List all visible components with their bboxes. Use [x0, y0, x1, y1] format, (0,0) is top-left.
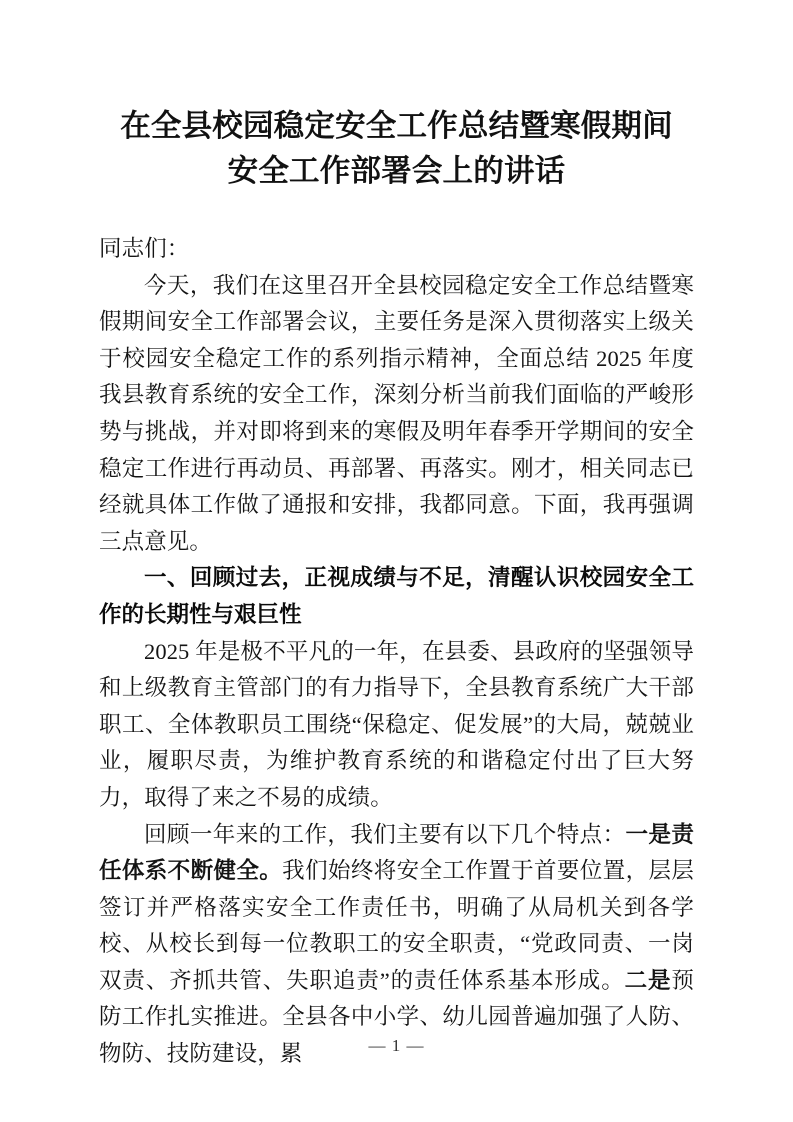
title-line-2: 安全工作部署会上的讲话	[227, 154, 566, 189]
run-text: 预防工作扎实推进。全县各中小学、幼儿园普遍加强了人防、物防、技防建设，累	[99, 967, 694, 1067]
run-text: 2025 年是极不平凡的一年，在县委、县政府的坚强领导和上级教育主管部门的有力指导下，全县教育系统广大干部职工、全体教职员工围绕“保稳定、促发展”的大局，兢兢业业，履职尽责，为维护教育系统的和谐稳定付出了巨大努力，取得了来之不易的成绩。	[99, 638, 694, 810]
run-bold-point-one: 一是责任体系不断健全。	[99, 821, 694, 885]
salutation: 同志们：	[99, 236, 190, 261]
page-number: — 1 —	[368, 1036, 425, 1055]
title-line-1: 在全县校园稳定安全工作总结暨寒假期间	[120, 109, 673, 144]
paragraph-intro: 今天，我们在这里召开全县校园稳定安全工作总结暨寒假期间安全工作部署会议，主要任务是深入贯彻落实上级关于校园安全稳定工作的系列指示精神，全面总结 2025 年度我县教育系统的安全工作，深刻分析当前我们面临的严峻形势与挑战，并对即将到来的寒假及明年春季开学期间的安全稳定工作进行再动员、再部署、再落实。刚才，相关同志已经就具体工作做了通报和安排，我都同意。下面，我再强调三点意见。	[99, 272, 694, 554]
paragraph-review-features	[99, 817, 694, 1073]
run-text: 我们始终将安全工作置于首要位置，层层签订并严格落实安全工作责任书，明确了从局机关到各学校、从校长到每一位教职工的安全职责，“党政同责、一岗双责、齐抓共管、失职追责”的责任体系基本形成。	[99, 858, 694, 993]
run-text: 回顾一年来的工作，我们主要有以下几个特点：	[144, 821, 626, 847]
page-title	[99, 0, 694, 194]
run-bold-point-two: 二是	[624, 967, 672, 994]
section-heading-one: 一、回顾过去，正视成绩与不足，清醒认识校园安全工作的长期性与艰巨性	[99, 565, 694, 628]
page-footer	[0, 1036, 793, 1056]
page-content	[99, 0, 694, 1073]
paragraph-2025-achievements	[99, 634, 694, 817]
